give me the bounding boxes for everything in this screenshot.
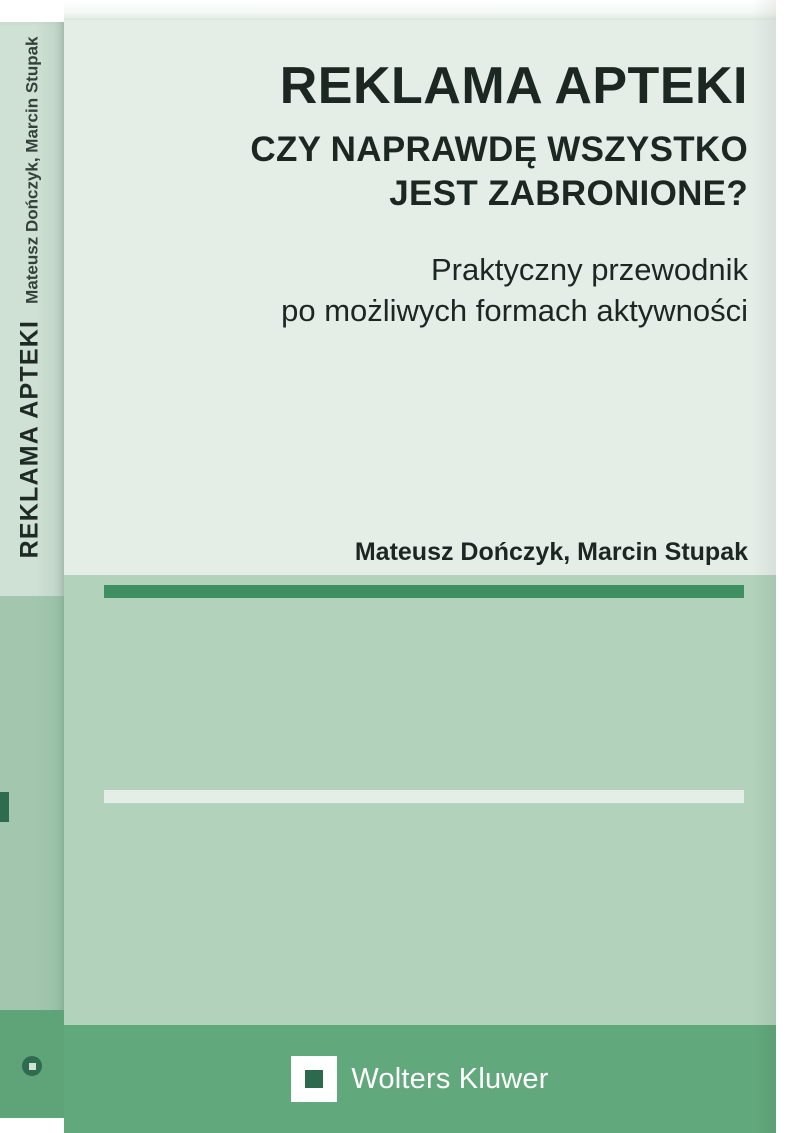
book-title: REKLAMA APTEKI	[279, 57, 748, 115]
spine-title: REKLAMA APTEKI	[15, 319, 44, 559]
book-authors: Mateusz Dończyk, Marcin Stupak	[354, 538, 748, 566]
cover-right-shadow	[752, 0, 776, 1133]
spine-authors: Mateusz Dończyk, Marcin Stupak	[22, 36, 42, 304]
publisher-block	[64, 1025, 776, 1133]
book-subtitle-line-1: CZY NAPRAWDĘ WSZYSTKO	[250, 130, 748, 170]
front-cover	[64, 0, 776, 1133]
wolters-kluwer-logo-icon	[291, 1056, 337, 1102]
book-tagline-line-2: po możliwych formach aktywności	[281, 293, 748, 329]
book-tagline-line-1: Praktyczny przewodnik	[430, 252, 748, 288]
publisher-logo-icon	[22, 1056, 42, 1076]
cover-rule-bottom	[104, 790, 744, 803]
publisher-name: Wolters Kluwer	[351, 1062, 549, 1095]
spine-rotated-text	[16, 37, 45, 877]
book-subtitle-line-2: JEST ZABRONIONE?	[389, 174, 748, 214]
spine-text-wrapper	[0, 22, 64, 1022]
cover-top-edge	[64, 0, 776, 20]
title-block	[104, 58, 748, 332]
cover-rule-top	[104, 585, 744, 598]
book-spine	[0, 22, 64, 1118]
book-subtitle	[104, 128, 748, 216]
book-tagline	[104, 250, 748, 332]
